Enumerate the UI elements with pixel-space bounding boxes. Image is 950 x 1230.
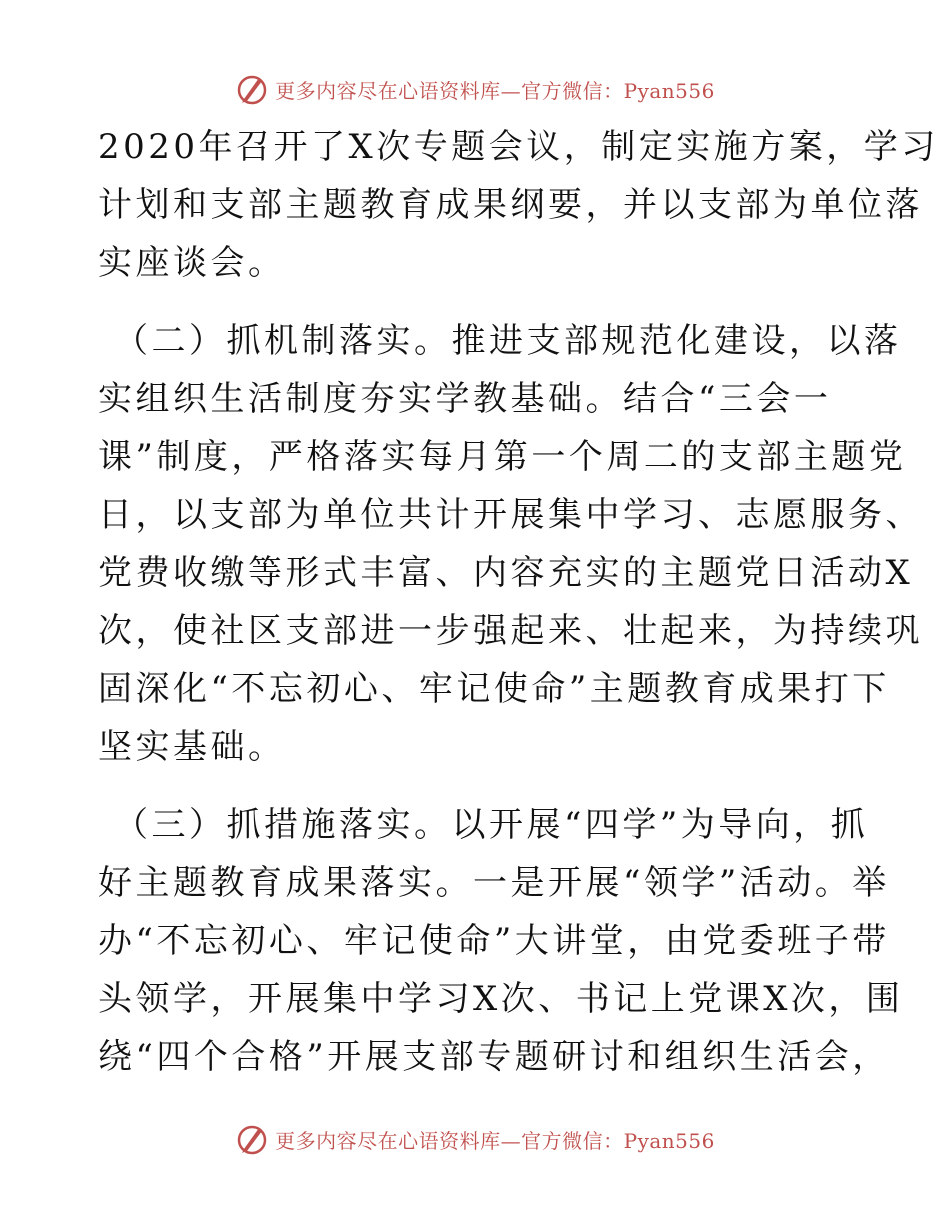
text-line: 课”制度，严格落实每月第一个周二的支部主题党 [98, 437, 907, 477]
footer-watermark [0, 1122, 950, 1156]
paragraph-3 [98, 796, 904, 1086]
text-line: 好主题教育成果落实。一是开展“领学”活动。举 [98, 863, 890, 903]
text-line: （二）抓机制落实。推进支部规范化建设，以落 [114, 321, 902, 361]
text-line: 绕“四个合格”开展支部专题研讨和组织生活会， [98, 1037, 890, 1077]
paragraph-1 [98, 118, 939, 292]
quill-pen-logo-icon [235, 1122, 269, 1156]
header-watermark [0, 72, 950, 106]
text-line: 固深化“不忘初心、牢记使命”主题教育成果打下 [98, 669, 890, 709]
text-line: 计划和支部主题教育成果纲要，并以支部为单位落 [98, 185, 923, 225]
paragraph-2 [98, 312, 923, 776]
text-line: 2020年召开了X次专题会议，制定实施方案，学习 [98, 127, 939, 167]
text-line: 实组织生活制度夯实学教基础。结合“三会一 [98, 379, 832, 419]
watermark-text: 更多内容尽在心语资料库—官方微信：Pyan556 [275, 78, 715, 103]
text-line: 党费收缴等形式丰富、内容充实的主题党日活动X [98, 553, 914, 593]
text-line: 办“不忘初心、牢记使命”大讲堂，由党委班子带 [98, 921, 890, 961]
text-line: 次，使社区支部进一步强起来、壮起来，为持续巩 [98, 611, 923, 651]
text-line: 头领学，开展集中学习X次、书记上党课X次，围 [98, 979, 904, 1019]
text-line: 实座谈会。 [98, 243, 286, 283]
quill-pen-logo-icon [235, 72, 269, 106]
text-line: 日，以支部为单位共计开展集中学习、志愿服务、 [98, 495, 923, 535]
text-line: 坚实基础。 [98, 727, 286, 767]
watermark-text: 更多内容尽在心语资料库—官方微信：Pyan556 [275, 1128, 715, 1153]
document-body [98, 118, 939, 1086]
text-line: （三）抓措施落实。以开展“四学”为导向，抓 [114, 805, 869, 845]
